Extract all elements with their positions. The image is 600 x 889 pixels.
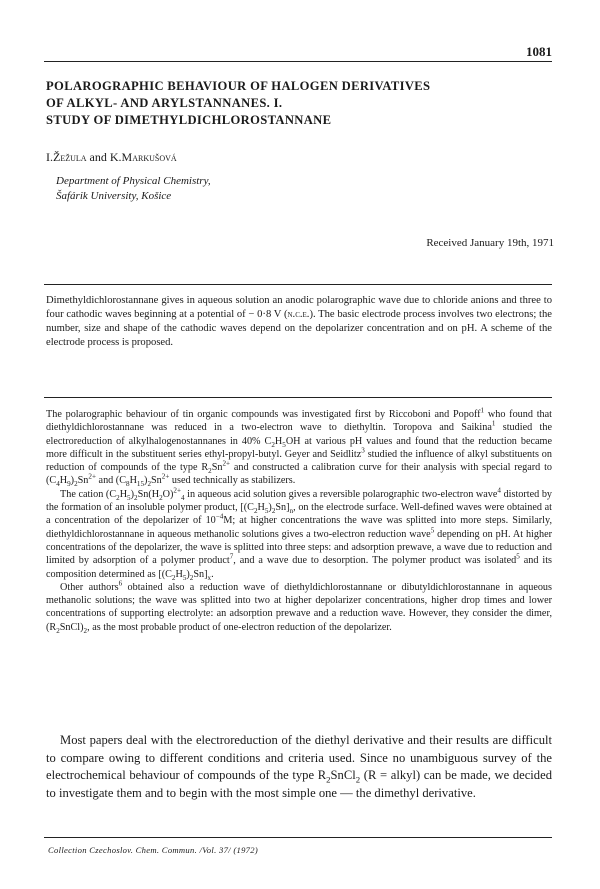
abstract-rule-bottom	[44, 397, 552, 398]
abstract: Dimethyldichlorostannane gives in aqueous solution an anodic polarographic wave due to chloride anions and three to four cathodic waves beginning at a potential of − 0·8 V (n.c.e.). The basic electrode process involves two electrons; the number, size and shape of the cathodic waves depend on the depolarizer concentration and on pH. A scheme of the electrode process is proposed.	[46, 295, 552, 348]
abstract-rule-top	[44, 284, 552, 285]
title-line-3: STUDY OF DIMETHYLDICHLOROSTANNANE	[46, 113, 332, 127]
paragraph-1: The polarographic behaviour of tin organic compounds was investigated first by Riccoboni and Popoff$^1$ who found that diethyldichlorostannane was reduced in a two-electron wave to diethyltin. Toropova and Saikina$^1$ studied the electroreduction of alkylhalogenostannanes in 40% $C_2H_5OH$ at various pH values and found that the reduction became more difficult in the substituent series ethyl-propyl-butyl. Geyer and Seidlitz$^3$ studied the influence of alkyl substituents on reduction of compounds of the type $R_2Sn^{2+}$ and constructed a calibration curve for their analysis with special regard to $(C_4H_9)_2Sn^{2+}$ and $(C_8H_{15})_2Sn^{2+}$ used technically as stabilizers.	[46, 406, 553, 489]
journal-footer: Collection Czechoslov. Chem. Commun. /Vol. 37/ (1972)	[48, 845, 259, 855]
article-title	[46, 78, 556, 129]
page-number: 1081	[526, 44, 552, 59]
body-text	[46, 408, 552, 634]
author-2-initial: K.	[109, 150, 122, 164]
paragraph-2: The cation $(C_2H_5)_2Sn(H_2O)^{2+}_4$ in aqueous acid solution gives a reversible polarographic two-electron wave$^4$ distorted by the formation of an insoluble polymer product, $[(C_2H_5)_2Sn]_n$, on the electrode surface. Well-defined waves were obtained at a concentration of the depolarizer of $10^{-4}M$; at higher concentrations the wave was splitted into more steps. Similarly, diethyldichlorostannane in aqueous methanolic solutions gives a two-electron reduction wave$^5$ depending on pH. At higher concentrations of the depolarizer, the wave is splitted into three steps: and adsorption prewave, a wave due to reduction and limited by adsorption of a polymer product$^7$, and a wave due to desorption. The polymer product was isolated$^5$ and its composition determined as $[(C_2H_5)_2Sn]_x$.	[46, 486, 553, 582]
title-line-1: POLAROGRAPHIC BEHAVIOUR OF HALOGEN DERIVATIVES	[46, 79, 431, 93]
author-1-name: Žežula	[53, 150, 87, 164]
affiliation	[56, 174, 211, 204]
author-1-initial: I.	[46, 150, 53, 164]
title-line-2: OF ALKYL- AND ARYLSTANNANES. I.	[46, 96, 283, 110]
paragraph-3: Other authors$^6$ obtained also a reduction wave of diethyldichlorostannane or dibutyldichlorostannane in aqueous methanolic solutions; the wave was splitted into two at higher depolarizer concentrations, higher drop times and lower concentrations of supporting electrolyte: an adsorption prewave and a reduction wave. However, they consider the dimer, $(R_2SnCl)_2$, as the most probable product of one-electron reduction of the depolarizer.	[46, 579, 552, 635]
affiliation-line-2: Šafárik University, Košice	[56, 190, 172, 202]
header-rule	[44, 61, 552, 62]
footer-rule	[44, 837, 552, 838]
authors: I.Žežula and K.Markušová	[46, 150, 177, 164]
affiliation-line-1: Department of Physical Chemistry,	[56, 175, 211, 187]
paragraph-4: Most papers deal with the electroreduction of the diethyl derivative and their results are difficult to compare owing to different conditions and criteria used. Since no unambiguous survey of the electrochemical behaviour of compounds of the type $R_2SnCl_2$ (R = alkyl) can be made, we decided to investigate them and to begin with the most simple one — the dimethyl derivative.	[46, 733, 552, 800]
received-date: Received January 19th, 1971	[426, 237, 554, 249]
author-2-name: Markušová	[121, 150, 177, 164]
introduction-large-text	[46, 732, 552, 802]
